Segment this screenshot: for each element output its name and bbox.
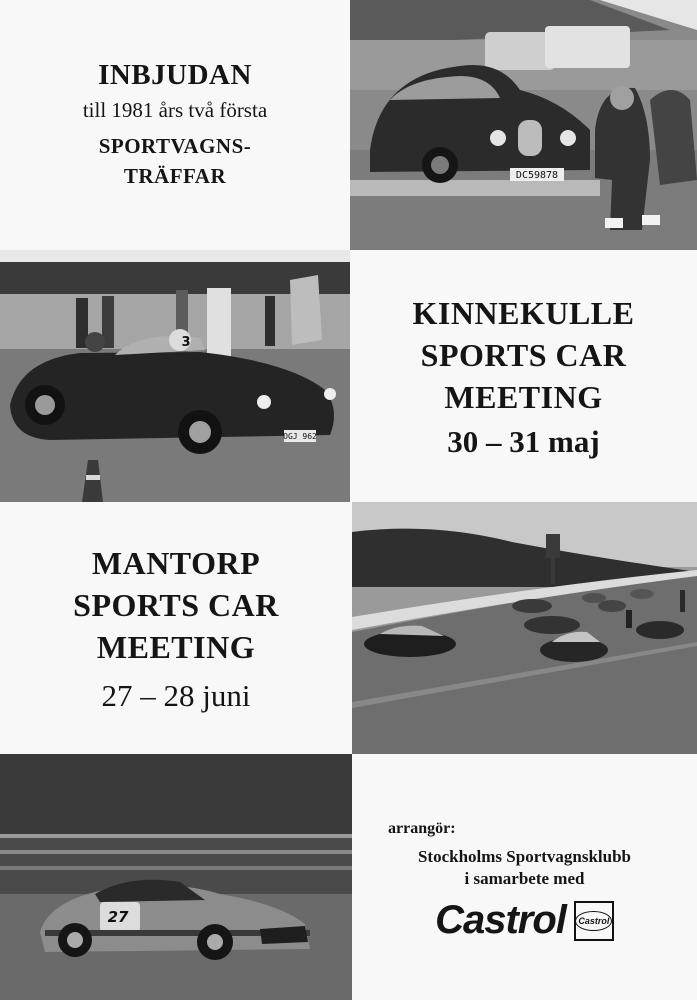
ac-race-number: 3 (181, 335, 191, 350)
photo-ac-roadster (0, 250, 350, 502)
kinnekulle-line-2: SPORTS CAR (420, 337, 627, 373)
invitation-title: INBJUDAN (98, 59, 252, 91)
castrol-logo (435, 898, 614, 943)
kinnekulle-panel (350, 250, 697, 502)
ac-roadster-photo-illustration (0, 250, 350, 502)
castrol-badge-text: Castrol (575, 911, 612, 931)
invitation-panel (0, 0, 350, 250)
invitation-line-2: TRÄFFAR (123, 164, 227, 188)
mantorp-date: 27 – 28 juni (101, 678, 251, 713)
castrol-badge-icon (574, 901, 614, 941)
organizer-partner-text: i samarbete med (464, 869, 585, 888)
photo-race-track (352, 502, 697, 754)
ac-license-plate: OGJ 962 (283, 432, 317, 441)
photo-ferrari-race (0, 754, 352, 1000)
jaguar-photo-illustration (350, 0, 697, 250)
ferrari-race-number: 27 (107, 908, 129, 926)
race-track-photo-illustration (352, 502, 697, 754)
organizer-panel (352, 754, 697, 1000)
organizer-club: Stockholms Sportvagnsklubb (417, 847, 632, 866)
castrol-wordmark: Castrol (435, 898, 566, 942)
ferrari-photo-illustration (0, 754, 352, 1000)
mantorp-line-2: SPORTS CAR (73, 587, 279, 623)
invitation-line-1: SPORTVAGNS- (98, 134, 252, 158)
photo-jaguar-paddock (350, 0, 697, 250)
mantorp-line-3: MEETING (96, 629, 256, 665)
mantorp-panel (0, 502, 352, 754)
kinnekulle-line-1: KINNEKULLE (412, 295, 635, 331)
kinnekulle-line-3: MEETING (444, 379, 603, 415)
jaguar-license-plate: DC59878 (515, 170, 559, 181)
kinnekulle-date: 30 – 31 maj (447, 424, 600, 459)
invitation-subtitle: till 1981 års två första (82, 98, 268, 122)
organizer-label: arrangör: (388, 820, 456, 837)
mantorp-line-1: MANTORP (91, 545, 261, 581)
